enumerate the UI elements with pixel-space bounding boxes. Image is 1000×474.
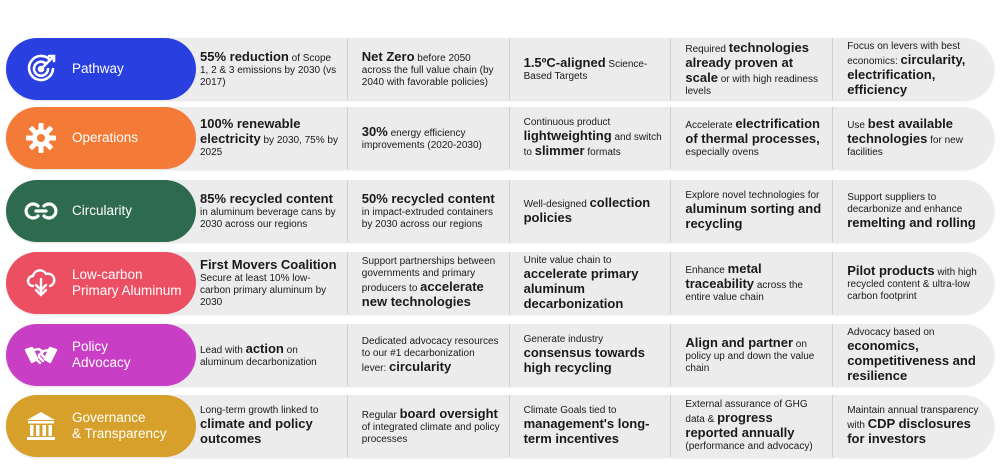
cell-body-text: formats — [584, 147, 621, 158]
cell-highlight-text: lightweighting — [523, 128, 612, 143]
cell-text — [362, 256, 501, 310]
cell-body-text: by 2030, 75% by 2025 — [200, 135, 338, 158]
cell-body-text: Regular — [361, 409, 400, 421]
cell-highlight-text: aluminum sorting and recycling — [685, 201, 822, 231]
cell-body-text: Enhance — [685, 265, 728, 276]
cell-2 — [347, 38, 509, 100]
cell-body-text: Support partnerships between governments and primary producers to — [361, 256, 496, 294]
cell-3 — [509, 252, 671, 314]
cell-text — [524, 56, 663, 83]
cell-highlight-text: board oversight — [399, 405, 498, 421]
cell-text — [685, 117, 824, 159]
category-pill — [6, 38, 196, 100]
cell-2 — [347, 395, 509, 457]
row-pathway — [0, 38, 1000, 100]
cell-text — [685, 41, 824, 98]
cell-4 — [670, 180, 832, 242]
cell-body-text: Accelerate — [685, 120, 736, 131]
cell-4 — [670, 38, 832, 100]
category-label: Low-carbon Primary Aluminum — [72, 267, 182, 298]
cell-body-text: Explore novel technologies for — [685, 190, 820, 201]
cell-2 — [347, 252, 509, 314]
cell-highlight-text: management's long-term incentives — [523, 416, 650, 446]
category-label: Governance & Transparency — [72, 410, 167, 441]
cell-body-text: Unite value chain to — [523, 254, 612, 266]
cell-5 — [832, 324, 994, 386]
row-cells — [182, 252, 994, 314]
cell-body-text: Focus on levers with best economics: — [847, 40, 961, 67]
cell-body-text: of integrated climate and policy processes — [361, 421, 500, 445]
row-cells — [182, 107, 994, 169]
row-operations — [0, 107, 1000, 169]
cell-text — [200, 342, 339, 369]
cell-3 — [509, 395, 671, 457]
cell-text — [685, 262, 824, 304]
cell-text — [200, 117, 339, 159]
cell-5 — [832, 38, 994, 100]
cell-body-text: Well-designed — [523, 199, 590, 210]
cell-body-text: with high recycled content & ultra-low carbon footprint — [847, 266, 977, 302]
category-label: Policy Advocacy — [72, 339, 131, 370]
cell-body-text: Generate industry — [523, 334, 604, 345]
cell-highlight-text: economics, competitiveness and resilience — [847, 337, 976, 383]
cell-highlight-text: First Movers Coalition — [200, 256, 337, 272]
cell-body-text: Science-Based Targets — [523, 58, 648, 82]
cell-highlight-text: consensus towards high recycling — [523, 345, 645, 375]
cell-text — [847, 41, 986, 98]
cell-3 — [509, 180, 671, 242]
infinity-loop-icon — [20, 190, 62, 232]
cell-1 — [182, 180, 347, 242]
cell-highlight-text: CDP disclosures for investors — [847, 416, 971, 446]
cell-highlight-text: circularity — [389, 358, 452, 374]
cell-text — [200, 192, 339, 231]
cell-text — [200, 258, 339, 309]
target-icon — [20, 48, 62, 90]
cell-highlight-text: best available technologies — [847, 116, 954, 146]
cell-text — [200, 405, 339, 447]
cell-5 — [832, 252, 994, 314]
cell-body-text: Continuous product — [523, 117, 611, 128]
category-pill — [6, 252, 196, 314]
cell-3 — [509, 324, 671, 386]
cell-text — [362, 192, 501, 231]
cell-highlight-text: metal traceability — [685, 261, 762, 291]
cell-highlight-text: 50% recycled content — [361, 190, 495, 206]
cell-text — [847, 117, 986, 159]
cell-text — [362, 50, 501, 89]
row-low_carbon — [0, 252, 1000, 314]
row-cells — [182, 180, 994, 242]
cell-highlight-text: progress reported annually — [685, 410, 795, 440]
cell-text — [685, 336, 824, 375]
cell-text — [847, 405, 986, 447]
cell-body-text: on policy up and down the value chain — [685, 338, 815, 374]
cell-2 — [347, 180, 509, 242]
category-pill — [6, 107, 196, 169]
cell-highlight-text: 1.5ºC-aligned — [523, 54, 606, 70]
cell-highlight-text: 55% reduction — [200, 48, 289, 64]
cell-text — [847, 327, 986, 384]
category-pill — [6, 324, 196, 386]
cell-body-text: Long-term growth linked to — [200, 405, 319, 416]
cell-text — [524, 255, 663, 312]
cell-highlight-text: Net Zero — [361, 48, 415, 64]
category-pill — [6, 180, 196, 242]
cell-4 — [670, 107, 832, 169]
cloud-down-icon — [20, 262, 62, 304]
cell-text — [524, 117, 663, 159]
cell-text — [524, 405, 663, 447]
cell-1 — [182, 252, 347, 314]
cell-highlight-text: action — [245, 340, 284, 356]
cell-highlight-text: 85% recycled content — [200, 190, 333, 206]
cell-5 — [832, 395, 994, 457]
cell-body-text: energy efficiency improvements (2020-2030) — [361, 127, 482, 151]
row-circularity — [0, 180, 1000, 242]
cell-body-text: Climate Goals tied to — [523, 405, 617, 416]
category-label: Pathway — [72, 61, 124, 76]
cell-4 — [670, 252, 832, 314]
cell-highlight-text: climate and policy outcomes — [200, 416, 313, 446]
cell-5 — [832, 180, 994, 242]
cell-body-text: (performance and advocacy) — [685, 441, 813, 452]
cell-body-text: or with high readiness levels — [685, 73, 818, 97]
cell-text — [847, 264, 986, 303]
cell-body-text: and switch to — [523, 132, 662, 158]
cell-highlight-text: 30% — [361, 123, 388, 139]
cell-text — [685, 399, 824, 453]
cell-text — [524, 196, 663, 226]
cell-body-text: Secure at least 10% low-carbon primary aluminum by 2030 — [200, 272, 327, 308]
cell-body-text: Dedicated advocacy resources to our #1 decarbonization lever: — [361, 335, 499, 374]
cell-body-text: on aluminum decarbonization — [200, 344, 317, 368]
category-label: Circularity — [72, 203, 133, 218]
category-pill — [6, 395, 196, 457]
cell-body-text: Advocacy based on — [847, 326, 935, 338]
row-cells — [182, 324, 994, 386]
row-policy — [0, 324, 1000, 386]
cell-text — [362, 125, 501, 152]
cell-highlight-text: electrification of thermal processes, — [685, 116, 820, 146]
cell-highlight-text: circularity, electrification, efficiency — [847, 51, 966, 97]
cell-highlight-text: remelting and rolling — [847, 214, 976, 230]
cell-body-text: in aluminum beverage cans by 2030 across our regions — [200, 206, 336, 230]
cell-highlight-text: Align and partner — [685, 334, 794, 350]
cell-2 — [347, 324, 509, 386]
cell-body-text: across the entire value chain — [685, 280, 803, 303]
cell-highlight-text: accelerate primary aluminum decarbonization — [523, 265, 639, 311]
cell-1 — [182, 107, 347, 169]
row-governance — [0, 395, 1000, 457]
cell-2 — [347, 107, 509, 169]
cell-highlight-text: slimmer — [534, 143, 585, 158]
cell-highlight-text: 100% renewable electricity — [200, 116, 301, 146]
cell-body-text: External assurance of GHG data & — [685, 399, 808, 425]
row-cells — [182, 395, 994, 457]
cell-body-text: Required — [685, 43, 729, 55]
cell-body-text: in impact-extruded containers by 2030 across our regions — [361, 206, 493, 230]
cell-3 — [509, 107, 671, 169]
cell-body-text: especially ovens — [685, 147, 759, 158]
cell-body-text: before 2050 across the full value chain (by 2040 with favorable policies) — [361, 52, 494, 88]
cell-text — [524, 334, 663, 376]
cell-body-text: Maintain annual transparency with — [847, 405, 979, 431]
cell-5 — [832, 107, 994, 169]
cell-text — [847, 192, 986, 231]
gear-icon — [20, 117, 62, 159]
cell-highlight-text: collection policies — [523, 195, 651, 225]
cell-highlight-text: accelerate new technologies — [361, 279, 484, 309]
cell-body-text: Use — [847, 120, 868, 131]
cell-1 — [182, 324, 347, 386]
institution-icon — [20, 405, 62, 447]
cell-highlight-text: Pilot products — [847, 262, 935, 278]
handshake-icon — [20, 334, 62, 376]
cell-body-text: Support suppliers to decarbonize and enhance — [847, 191, 963, 215]
row-cells — [182, 38, 994, 100]
cell-highlight-text: technologies already proven at scale — [685, 39, 809, 85]
cell-3 — [509, 38, 671, 100]
cell-text — [362, 407, 501, 446]
cell-4 — [670, 395, 832, 457]
cell-1 — [182, 395, 347, 457]
cell-text — [685, 190, 824, 232]
cell-4 — [670, 324, 832, 386]
cell-1 — [182, 38, 347, 100]
cell-text — [200, 50, 339, 89]
cell-body-text: Lead with — [200, 344, 246, 356]
cell-text — [362, 336, 501, 375]
cell-body-text: for new facilities — [847, 135, 963, 158]
category-label: Operations — [72, 130, 139, 145]
cell-body-text: of Scope 1, 2 & 3 emissions by 2030 (vs 2017) — [200, 52, 337, 88]
